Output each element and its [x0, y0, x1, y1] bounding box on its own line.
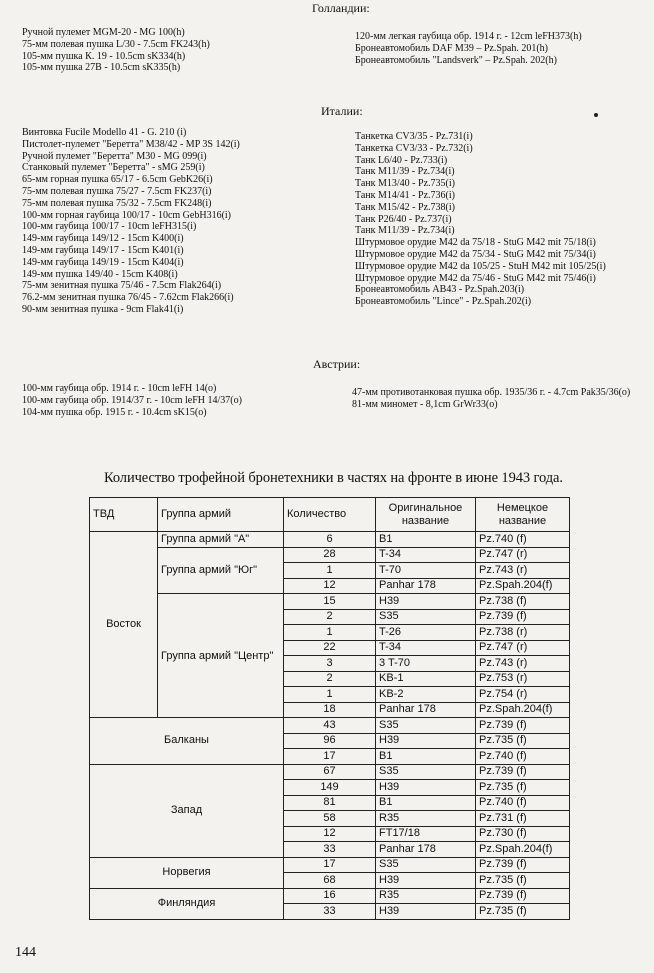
original-cell: Panhar 178 — [376, 702, 476, 718]
original-cell: H39 — [376, 873, 476, 889]
list-item: Штурмовое орудие M42 da 75/34 - StuG M42 mit 75/34(i) — [355, 248, 596, 260]
tvd-balkans: Балканы — [90, 718, 284, 765]
count-cell: 58 — [284, 811, 376, 827]
original-cell: H39 — [376, 594, 476, 610]
count-cell: 68 — [284, 873, 376, 889]
header-original: Оригинальное название — [376, 498, 476, 532]
list-item: 75-мм зенитная пушка 75/46 - 7.5cm Flak264(i) — [22, 280, 222, 292]
austria-left-list — [22, 383, 242, 418]
list-item: Танк P26/40 - Pz.737(i) — [355, 213, 452, 225]
netherlands-left-list — [22, 27, 210, 74]
count-cell: 2 — [284, 609, 376, 625]
german-cell: Pz.747 (r) — [476, 640, 570, 656]
scan-dot — [594, 113, 598, 117]
list-item: Танк M11/39 - Pz.734(i) — [355, 225, 455, 237]
original-cell: B1 — [376, 749, 476, 765]
list-item: 105-мм пушка 27В - 10.5cm sK335(h) — [22, 62, 181, 74]
german-cell: Pz.735 (f) — [476, 873, 570, 889]
header-count: Количество — [284, 498, 376, 532]
count-cell: 1 — [284, 687, 376, 703]
count-cell: 3 — [284, 656, 376, 672]
german-cell: Pz.743 (r) — [476, 563, 570, 579]
original-cell: B1 — [376, 532, 476, 548]
list-item: Пистолет-пулемет "Беретта" M38/42 - MP 3S 142(i) — [22, 138, 240, 150]
group-south: Группа армий "Юг" — [158, 547, 284, 594]
german-cell: Pz.739 (f) — [476, 609, 570, 625]
page-number: 144 — [15, 945, 36, 960]
count-cell: 12 — [284, 578, 376, 594]
list-item: Бронеавтомобиль AB43 - Pz.Spah.203(i) — [355, 284, 525, 296]
original-cell: S35 — [376, 718, 476, 734]
heading-italy: Италии: — [321, 104, 363, 118]
original-cell: H39 — [376, 904, 476, 920]
count-cell: 18 — [284, 702, 376, 718]
german-cell: Pz.738 (r) — [476, 625, 570, 641]
count-cell: 12 — [284, 826, 376, 842]
trophy-armor-table — [89, 497, 570, 920]
german-cell: Pz.735 (f) — [476, 733, 570, 749]
list-item: Танк M14/41 - Pz.736(i) — [355, 189, 455, 201]
list-item: 149-мм гаубица 149/19 - 15cm K404(i) — [22, 256, 184, 268]
count-cell: 43 — [284, 718, 376, 734]
count-cell: 2 — [284, 671, 376, 687]
count-cell: 33 — [284, 842, 376, 858]
italy-left-list — [22, 127, 240, 316]
header-group: Группа армий — [158, 498, 284, 532]
group-a: Группа армий "А" — [158, 532, 284, 548]
original-cell: S35 — [376, 764, 476, 780]
list-item: Танк L6/40 - Pz.733(i) — [355, 154, 448, 166]
list-item: 149-мм гаубица 149/12 - 15cm K400(i) — [22, 233, 184, 245]
table-header-row — [90, 498, 570, 532]
table-row — [90, 718, 570, 734]
list-item: Бронеавтомобиль "Landsverk" – Pz.Spah. 202(h) — [355, 54, 557, 66]
count-cell: 15 — [284, 594, 376, 610]
german-cell: Pz.731 (f) — [476, 811, 570, 827]
original-cell: T-34 — [376, 640, 476, 656]
list-item: Ручной пулемет "Беретта" M30 - MG 099(i) — [22, 150, 207, 162]
tvd-east: Восток — [90, 532, 158, 718]
list-item: 81-мм миномет - 8,1cm GrWr33(o) — [352, 398, 498, 410]
header-tvd: ТВД — [90, 498, 158, 532]
list-item: 149-мм гаубица 149/17 - 15cm K401(i) — [22, 244, 184, 256]
german-cell: Pz.739 (f) — [476, 888, 570, 904]
list-item: 100-мм гаубица обр. 1914 г. - 10cm leFH 14(o) — [22, 383, 217, 394]
original-cell: R35 — [376, 811, 476, 827]
table-row — [90, 857, 570, 873]
tvd-norway: Норвегия — [90, 857, 284, 888]
original-cell: 3 T-70 — [376, 656, 476, 672]
list-item: 105-мм пушка К. 19 - 10.5cm sK334(h) — [22, 50, 186, 62]
original-cell: KB-1 — [376, 671, 476, 687]
heading-austria: Австрии: — [313, 357, 361, 371]
list-item: 75-мм полевая пушка 75/27 - 7.5cm FK237(i) — [22, 185, 212, 197]
count-cell: 33 — [284, 904, 376, 920]
list-item: 100-мм гаубица 100/17 - 10cm leFH315(i) — [22, 221, 197, 233]
original-cell: S35 — [376, 857, 476, 873]
german-cell: Pz.730 (f) — [476, 826, 570, 842]
list-item: Танкетка CV3/35 - Pz.731(i) — [355, 131, 473, 142]
german-cell: Pz.Spah.204(f) — [476, 578, 570, 594]
count-cell: 22 — [284, 640, 376, 656]
original-cell: H39 — [376, 780, 476, 796]
count-cell: 17 — [284, 749, 376, 765]
german-cell: Pz.747 (r) — [476, 547, 570, 563]
list-item: Штурмовое орудие M42 da 75/18 - StuG M42 mit 75/18(i) — [355, 237, 596, 249]
list-item: Танк M15/42 - Pz.738(i) — [355, 201, 455, 213]
count-cell: 17 — [284, 857, 376, 873]
list-item: 75-мм полевая пушка L/30 - 7.5cm FK243(h) — [22, 38, 210, 50]
german-cell: Pz.739 (f) — [476, 857, 570, 873]
original-cell: T-26 — [376, 625, 476, 641]
table-row — [90, 532, 570, 548]
original-cell: Panhar 178 — [376, 842, 476, 858]
original-cell: H39 — [376, 733, 476, 749]
table-row — [90, 888, 570, 904]
header-german: Немецкое название — [476, 498, 570, 532]
list-item: 100-мм гаубица обр. 1914/37 г. - 10cm leFH 14/37(o) — [22, 394, 242, 406]
original-cell: B1 — [376, 795, 476, 811]
count-cell: 81 — [284, 795, 376, 811]
german-cell: Pz.Spah.204(f) — [476, 702, 570, 718]
list-item: Винтовка Fucile Modello 41 - G. 210 (i) — [22, 127, 187, 138]
german-cell: Pz.735 (f) — [476, 904, 570, 920]
german-cell: Pz.Spah.204(f) — [476, 842, 570, 858]
list-item: 65-мм горная пушка 65/17 - 6.5cm GebK26(i) — [22, 174, 213, 186]
count-cell: 67 — [284, 764, 376, 780]
original-cell: Panhar 178 — [376, 578, 476, 594]
original-cell: KB-2 — [376, 687, 476, 703]
german-cell: Pz.754 (r) — [476, 687, 570, 703]
list-item: 90-мм зенитная пушка - 9cm Flak41(i) — [22, 303, 184, 315]
group-center: Группа армий "Центр" — [158, 594, 284, 718]
list-item: Штурмовое орудие M42 da 75/46 - StuG M42 mit 75/46(i) — [355, 272, 596, 284]
german-cell: Pz.735 (f) — [476, 780, 570, 796]
table-row — [90, 594, 570, 610]
list-item: 120-мм легкая гаубица обр. 1914 г. - 12cm leFH373(h) — [355, 31, 582, 42]
table-row — [90, 764, 570, 780]
german-cell: Pz.739 (f) — [476, 718, 570, 734]
german-cell: Pz.740 (f) — [476, 532, 570, 548]
original-cell: S35 — [376, 609, 476, 625]
austria-right-list — [352, 387, 630, 411]
german-cell: Pz.753 (r) — [476, 671, 570, 687]
original-cell: R35 — [376, 888, 476, 904]
list-item: 76.2-мм зенитная пушка 76/45 - 7.62cm Flak266(i) — [22, 292, 234, 304]
table-caption: Количество трофейной бронетехники в частях на фронте в июне 1943 года. — [104, 470, 563, 486]
list-item: Танк M13/40 - Pz.735(i) — [355, 178, 455, 190]
count-cell: 16 — [284, 888, 376, 904]
count-cell: 28 — [284, 547, 376, 563]
count-cell: 96 — [284, 733, 376, 749]
german-cell: Pz.740 (f) — [476, 795, 570, 811]
count-cell: 1 — [284, 563, 376, 579]
list-item: 100-мм горная гаубица 100/17 - 10cm GebH316(i) — [22, 209, 232, 221]
netherlands-right-list — [355, 31, 582, 66]
original-cell: FT17/18 — [376, 826, 476, 842]
list-item: 75-мм полевая пушка 75/32 - 7.5cm FK248(i) — [22, 197, 212, 209]
list-item: Бронеавтомобиль DAF M39 – Pz.Spah. 201(h) — [355, 42, 548, 54]
list-item: Танк M11/39 - Pz.734(i) — [355, 166, 455, 178]
table-row — [90, 547, 570, 563]
list-item: 149-мм пушка 149/40 - 15cm K408(i) — [22, 268, 178, 280]
german-cell: Pz.743 (r) — [476, 656, 570, 672]
italy-right-list — [355, 131, 606, 308]
german-cell: Pz.738 (f) — [476, 594, 570, 610]
list-item: Танкетка CV3/33 - Pz.732(i) — [355, 142, 473, 154]
list-item: 47-мм противотанковая пушка обр. 1935/36 г. - 4.7cm Pak35/36(o) — [352, 387, 631, 398]
tvd-west: Запад — [90, 764, 284, 857]
list-item: Бронеавтомобиль "Lince" - Pz.Spah.202(i) — [355, 296, 532, 308]
original-cell: T-70 — [376, 563, 476, 579]
original-cell: T-34 — [376, 547, 476, 563]
count-cell: 149 — [284, 780, 376, 796]
list-item: Станковый пулемет "Беретта" - sMG 259(i) — [22, 162, 205, 174]
list-item: Штурмовое орудие M42 da 105/25 - StuH M42 mit 105/25(i) — [355, 260, 606, 272]
german-cell: Pz.739 (f) — [476, 764, 570, 780]
heading-netherlands: Голландии: — [312, 1, 370, 15]
tvd-finland: Финляндия — [90, 888, 284, 919]
count-cell: 6 — [284, 532, 376, 548]
list-item: Ручной пулемет MGM-20 - MG 100(h) — [22, 27, 185, 38]
count-cell: 1 — [284, 625, 376, 641]
german-cell: Pz.740 (f) — [476, 749, 570, 765]
list-item: 104-мм пушка обр. 1915 г. - 10.4cm sK15(o) — [22, 406, 207, 418]
